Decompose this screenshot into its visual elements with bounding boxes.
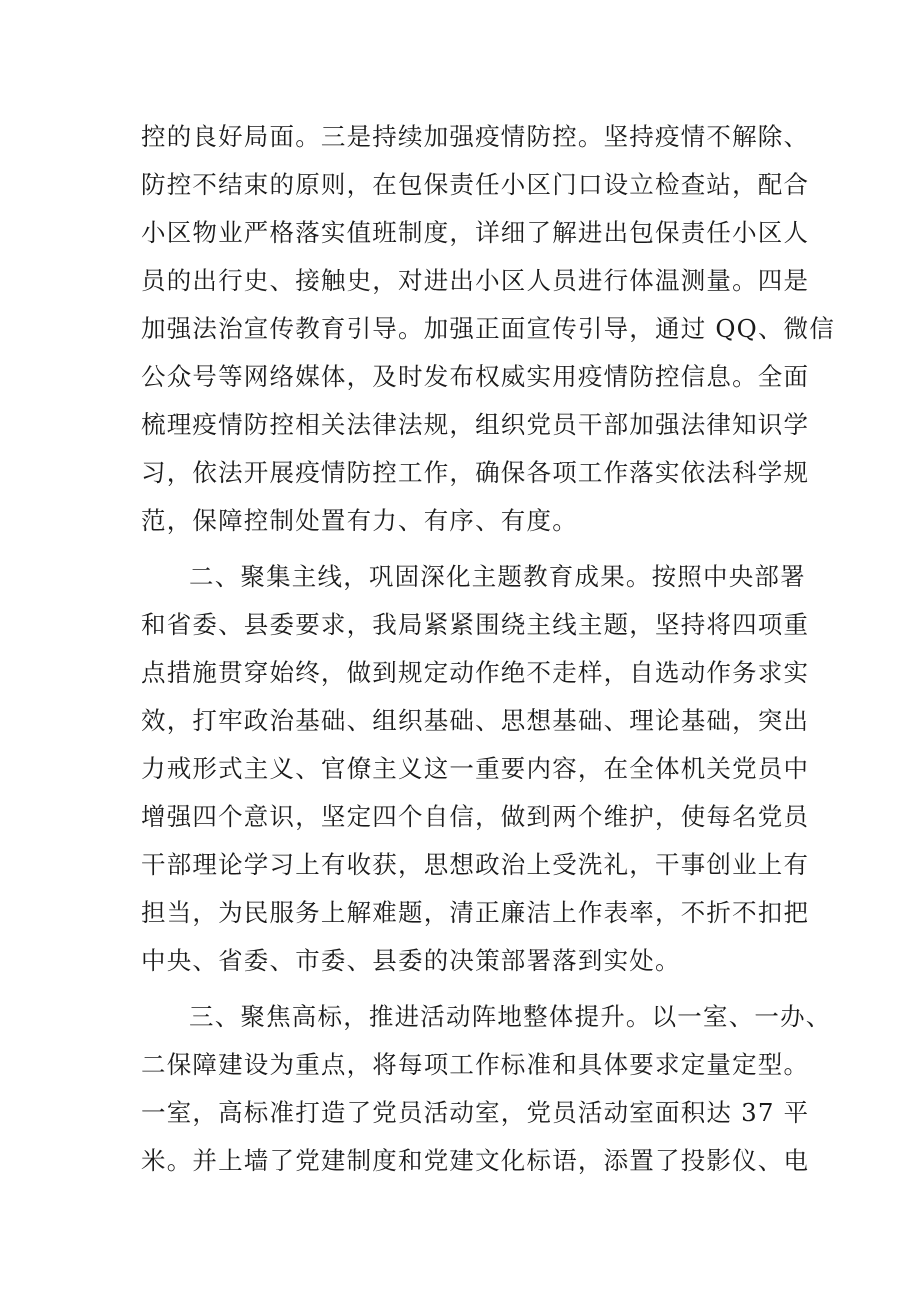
paragraph-heading-line: 二、聚集主线，巩固深化主题教育成果。按照中央部署 xyxy=(189,562,806,591)
text-line: 公众号等网络媒体，及时发布权威实用疫情防控信息。全面 xyxy=(141,362,810,391)
text-line: 员的出行史、接触史，对进出小区人员进行体温测量。四是 xyxy=(141,266,810,295)
text-line: 增强四个意识，坚定四个自信，做到两个维护，使每名党员 xyxy=(141,802,810,831)
text-line: 中央、省委、市委、县委的决策部署落到实处。 xyxy=(141,946,681,975)
text-line: 担当，为民服务上解难题，清正廉洁上作表率，不折不扣把 xyxy=(141,898,810,927)
text-line: 力戒形式主义、官僚主义这一重要内容，在全体机关党员中 xyxy=(141,754,810,783)
text-line: 干部理论学习上有收获，思想政治上受洗礼，干事创业上有 xyxy=(141,850,810,879)
text-line: 一室，高标准打造了党员活动室，党员活动室面积达 37 平 xyxy=(141,1098,810,1127)
text-line: 梳理疫情防控相关法律法规，组织党员干部加强法律知识学 xyxy=(141,410,810,439)
text-line: 和省委、县委要求，我局紧紧围绕主线主题，坚持将四项重 xyxy=(141,610,810,639)
text-line: 控的良好局面。三是持续加强疫情防控。坚持疫情不解除、 xyxy=(141,122,810,151)
paragraph-heading-line: 三、聚焦高标，推进活动阵地整体提升。以一室、一办、 xyxy=(189,1002,832,1031)
text-line: 二保障建设为重点，将每项工作标准和具体要求定量定型。 xyxy=(141,1050,810,1079)
text-line: 习，依法开展疫情防控工作，确保各项工作落实依法科学规 xyxy=(141,458,810,487)
text-line: 防控不结束的原则，在包保责任小区门口设立检查站，配合 xyxy=(141,170,810,199)
text-line: 小区物业严格落实值班制度，详细了解进出包保责任小区人 xyxy=(141,218,810,247)
text-line: 米。并上墙了党建制度和党建文化标语，添置了投影仪、电 xyxy=(141,1146,810,1175)
text-line: 加强法治宣传教育引导。加强正面宣传引导，通过 QQ、微信 xyxy=(141,314,836,343)
text-line: 效，打牢政治基础、组织基础、思想基础、理论基础，突出 xyxy=(141,706,810,735)
text-line: 点措施贯穿始终，做到规定动作绝不走样，自选动作务求实 xyxy=(141,658,810,687)
text-line: 范，保障控制处置有力、有序、有度。 xyxy=(141,506,578,535)
